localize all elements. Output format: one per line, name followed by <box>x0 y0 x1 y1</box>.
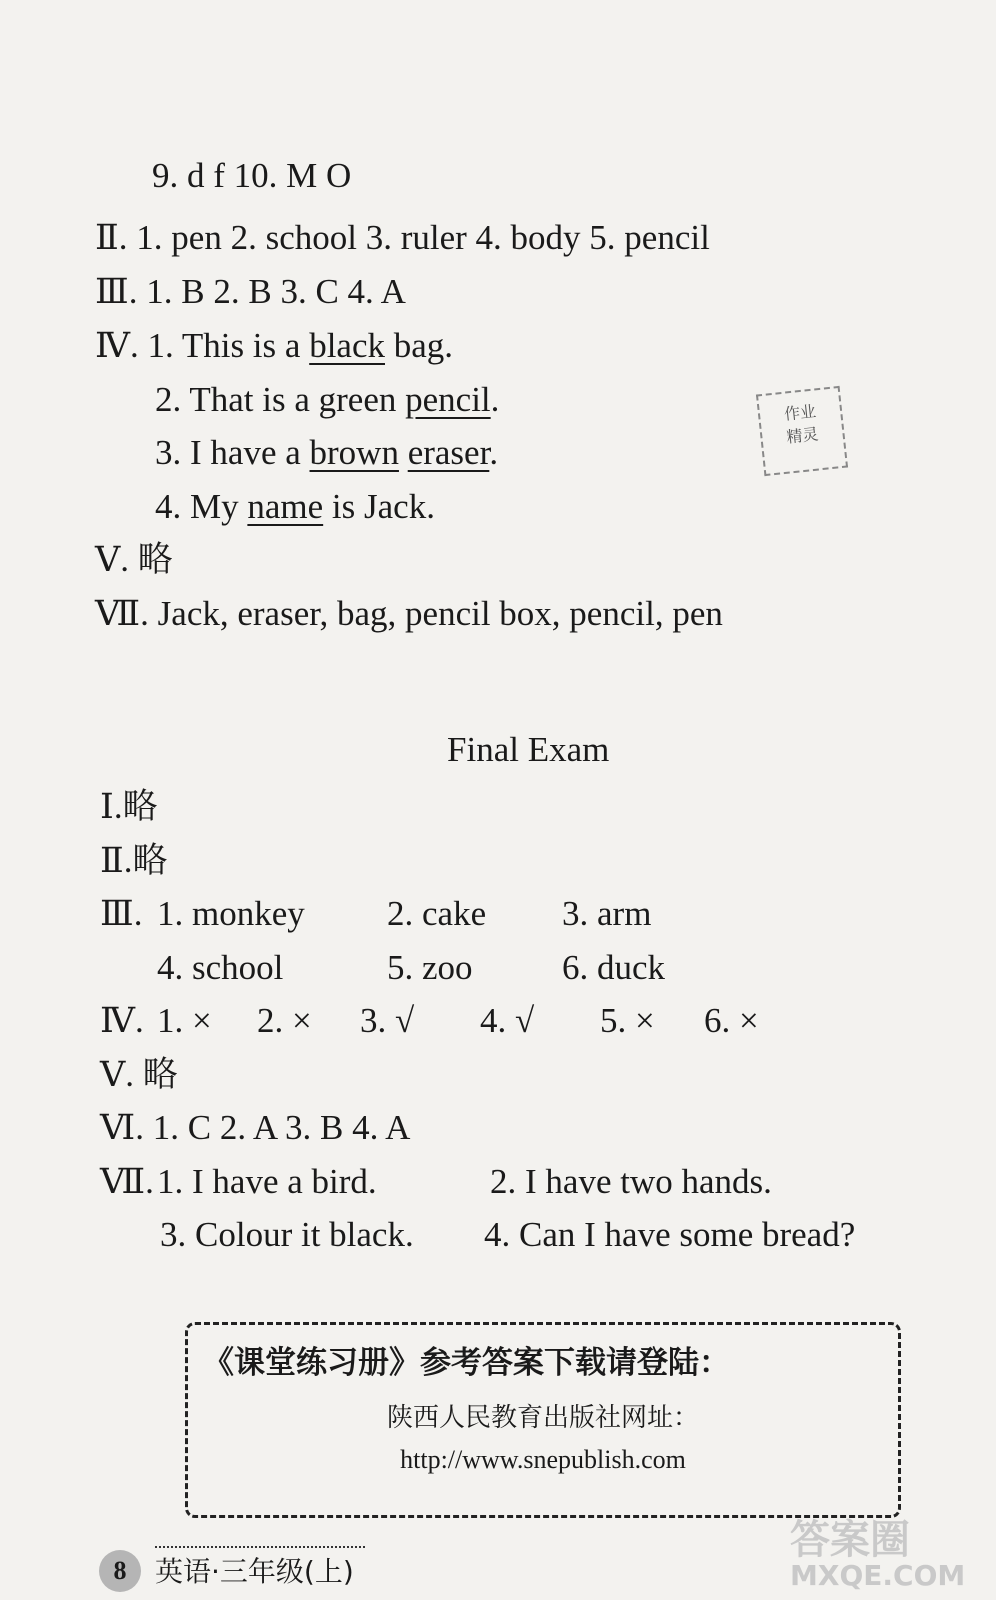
watermark-text: MXQE.COM <box>790 1559 966 1592</box>
answer-section-4-sentence-4 <box>155 487 435 527</box>
section-text: Jack, eraser, bag, pencil box, pencil, pen <box>157 594 723 633</box>
underlined-word: name <box>247 487 324 526</box>
sentence-text: 3. I have a <box>155 433 310 472</box>
sentence-text <box>399 433 408 472</box>
answer-section-7 <box>95 594 723 634</box>
section-text: 1. B 2. B 3. C 4. A <box>146 272 406 311</box>
answer-section-4-sentence-3 <box>155 433 498 473</box>
sentence-text: 4. My <box>155 487 248 526</box>
answer-item: 1. I have a bird. <box>157 1162 377 1201</box>
answer-item: 1. monkey <box>157 894 305 933</box>
sentence-text: 1. This is a <box>147 326 310 365</box>
answer-row-9-10: 9. d f 10. M O <box>152 156 352 195</box>
publisher-url: http://www.snepublish.com <box>400 1445 686 1474</box>
section-label: Ⅵ. <box>100 1108 144 1147</box>
sentence-text: is Jack. <box>323 487 435 526</box>
exam-q5 <box>100 1055 178 1095</box>
answer-item: 6. duck <box>562 948 666 987</box>
answer-item: 4. school <box>157 948 284 987</box>
answer-section-4-sentence-1 <box>95 326 453 366</box>
sentence-text: bag. <box>385 326 454 365</box>
answer-item: 2. × <box>257 1001 312 1040</box>
stamp-text: 精灵 <box>785 424 820 447</box>
section-text: 略 <box>132 841 168 881</box>
section-label: Ⅴ. <box>100 1055 135 1094</box>
answer-section-5 <box>95 540 173 580</box>
exam-q3-row1 <box>100 894 700 934</box>
section-label: Ⅰ. <box>100 787 123 826</box>
answer-item: 1. × <box>157 1001 212 1040</box>
section-label: Ⅲ. <box>100 894 143 933</box>
download-notice-box <box>185 1322 901 1518</box>
answer-item: 2. cake <box>387 894 487 933</box>
section-label: Ⅶ. <box>95 594 149 633</box>
section-label: Ⅶ. <box>100 1162 154 1201</box>
notice-heading: 《课堂练习册》参考答案下载请登陆： <box>203 1345 730 1381</box>
page-number: 8 <box>99 1550 141 1592</box>
section-label: Ⅱ. <box>100 841 133 880</box>
section-label: Ⅲ. <box>95 272 138 311</box>
answer-item: 6. × <box>704 1001 759 1040</box>
section-label: Ⅱ. <box>95 218 128 257</box>
stamp-text: 作业 <box>783 401 817 424</box>
answer-section-2 <box>95 218 710 258</box>
exam-q6 <box>100 1108 410 1148</box>
answer-item: 4. √ <box>480 1001 535 1040</box>
answer-item: 5. × <box>600 1001 655 1040</box>
exam-q2 <box>100 841 168 881</box>
publisher-label: 陕西人民教育出版社网址： <box>386 1403 699 1433</box>
exam-q1 <box>100 787 158 827</box>
section-text: 略 <box>122 787 158 827</box>
answer-item: 5. zoo <box>387 948 473 987</box>
answer-item: 3. √ <box>360 1001 415 1040</box>
answer-item: 3. arm <box>562 894 652 933</box>
section-label: Ⅳ. <box>100 1001 144 1040</box>
sentence-text: . <box>489 433 499 472</box>
watermark-text: 答案圈 <box>790 1517 910 1563</box>
section-text: 1. pen 2. school 3. ruler 4. body 5. pencil <box>136 218 710 257</box>
underlined-word: brown <box>309 433 399 472</box>
book-subject: 英语·三年级(上) <box>155 1546 365 1590</box>
answer-item: 2. I have two hands. <box>490 1162 772 1201</box>
section-label: Ⅳ. <box>95 326 139 365</box>
answer-section-3 <box>95 272 406 312</box>
sentence-text: 2. That is a green <box>155 380 406 419</box>
underlined-word: pencil <box>405 380 491 419</box>
exam-q4 <box>100 1001 800 1041</box>
watermark-logo <box>790 1517 966 1592</box>
section-title: Final Exam <box>447 730 610 769</box>
section-text: 略 <box>137 540 173 580</box>
section-text: 1. C 2. A 3. B 4. A <box>152 1108 411 1147</box>
answer-section-4-sentence-2 <box>155 380 499 420</box>
sentence-text: . <box>490 380 500 419</box>
answer-item: 3. Colour it black. <box>160 1215 414 1254</box>
underlined-word: eraser <box>407 433 490 472</box>
exam-q7-row1 <box>100 1162 880 1202</box>
stamp-logo <box>756 386 848 476</box>
section-label: Ⅴ. <box>95 540 130 579</box>
answer-item: 4. Can I have some bread? <box>484 1215 856 1254</box>
underlined-word: black <box>309 326 385 365</box>
section-text: 略 <box>142 1055 178 1095</box>
